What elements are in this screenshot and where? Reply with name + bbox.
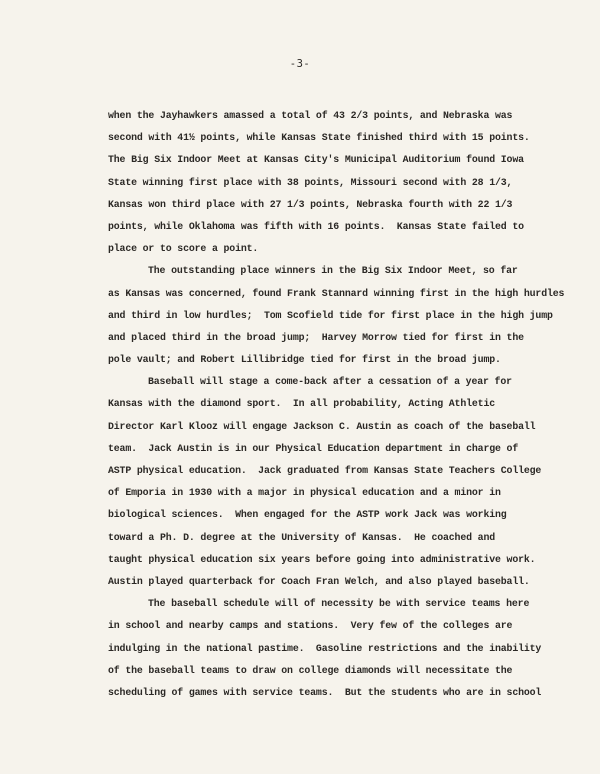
text-line: Kansas won third place with 27 1/3 points, Nebraska fourth with 22 1/3 bbox=[108, 198, 513, 210]
text-line: Kansas with the diamond sport. In all probability, Acting Athletic bbox=[108, 398, 495, 410]
text-line: of Emporia in 1930 with a major in physical education and a minor in bbox=[108, 487, 501, 499]
text-line: indulging in the national pastime. Gasoline restrictions and the inability bbox=[108, 642, 542, 654]
text-line: The Big Six Indoor Meet at Kansas City's Municipal Auditorium found Iowa bbox=[108, 154, 524, 166]
text-line: when the Jayhawkers amassed a total of 43 2/3 points, and Nebraska was bbox=[108, 110, 513, 121]
text-line: biological sciences. When engaged for the ASTP work Jack was working bbox=[108, 509, 507, 521]
text-line: The baseball schedule will of necessity be with service teams here bbox=[148, 598, 530, 610]
text-line: of the baseball teams to draw on college diamonds will necessitate the bbox=[108, 664, 513, 676]
text-line: Director Karl Klooz will engage Jackson C. Austin as coach of the baseball bbox=[108, 420, 536, 432]
text-line: team. Jack Austin is in our Physical Education department in charge of bbox=[108, 442, 519, 454]
text-line: as Kansas was concerned, found Frank Stannard winning first in the high hurdles bbox=[108, 287, 565, 299]
text-line: place or to score a point. bbox=[108, 243, 259, 255]
paragraph bbox=[108, 371, 548, 593]
text-line: toward a Ph. D. degree at the University of Kansas. He coached and bbox=[108, 531, 495, 543]
paragraph bbox=[108, 593, 548, 704]
text-line: The outstanding place winners in the Big Six Indoor Meet, so far bbox=[148, 265, 518, 277]
text-line: scheduling of games with service teams. But the students who are in school bbox=[108, 686, 542, 698]
text-line: pole vault; and Robert Lillibridge tied for first in the broad jump. bbox=[108, 354, 501, 366]
paragraph bbox=[108, 260, 565, 371]
text-line: in school and nearby camps and stations. Very few of the colleges are bbox=[108, 620, 513, 632]
text-line: points, while Oklahoma was fifth with 16 points. Kansas State failed to bbox=[108, 220, 524, 232]
text-line: State winning first place with 38 points, Missouri second with 28 1/3, bbox=[108, 176, 513, 188]
text-line: Austin played quarterback for Coach Fran Welch, and also played baseball. bbox=[108, 575, 530, 587]
text-line: and placed third in the broad jump; Harvey Morrow tied for first in the bbox=[108, 331, 524, 343]
body-text bbox=[108, 105, 565, 704]
text-line: second with 41½ points, while Kansas State finished third with 15 points. bbox=[108, 132, 530, 144]
page-number: -3- bbox=[289, 58, 311, 70]
text-line: ASTP physical education. Jack graduated from Kansas State Teachers College bbox=[108, 465, 542, 476]
text-line: Baseball will stage a come-back after a cessation of a year for bbox=[148, 376, 512, 388]
paragraph bbox=[108, 105, 548, 260]
text-line: taught physical education six years before going into administrative work. bbox=[108, 553, 536, 565]
text-line: and third in low hurdles; Tom Scofield tide for first place in the high jump bbox=[108, 309, 553, 321]
